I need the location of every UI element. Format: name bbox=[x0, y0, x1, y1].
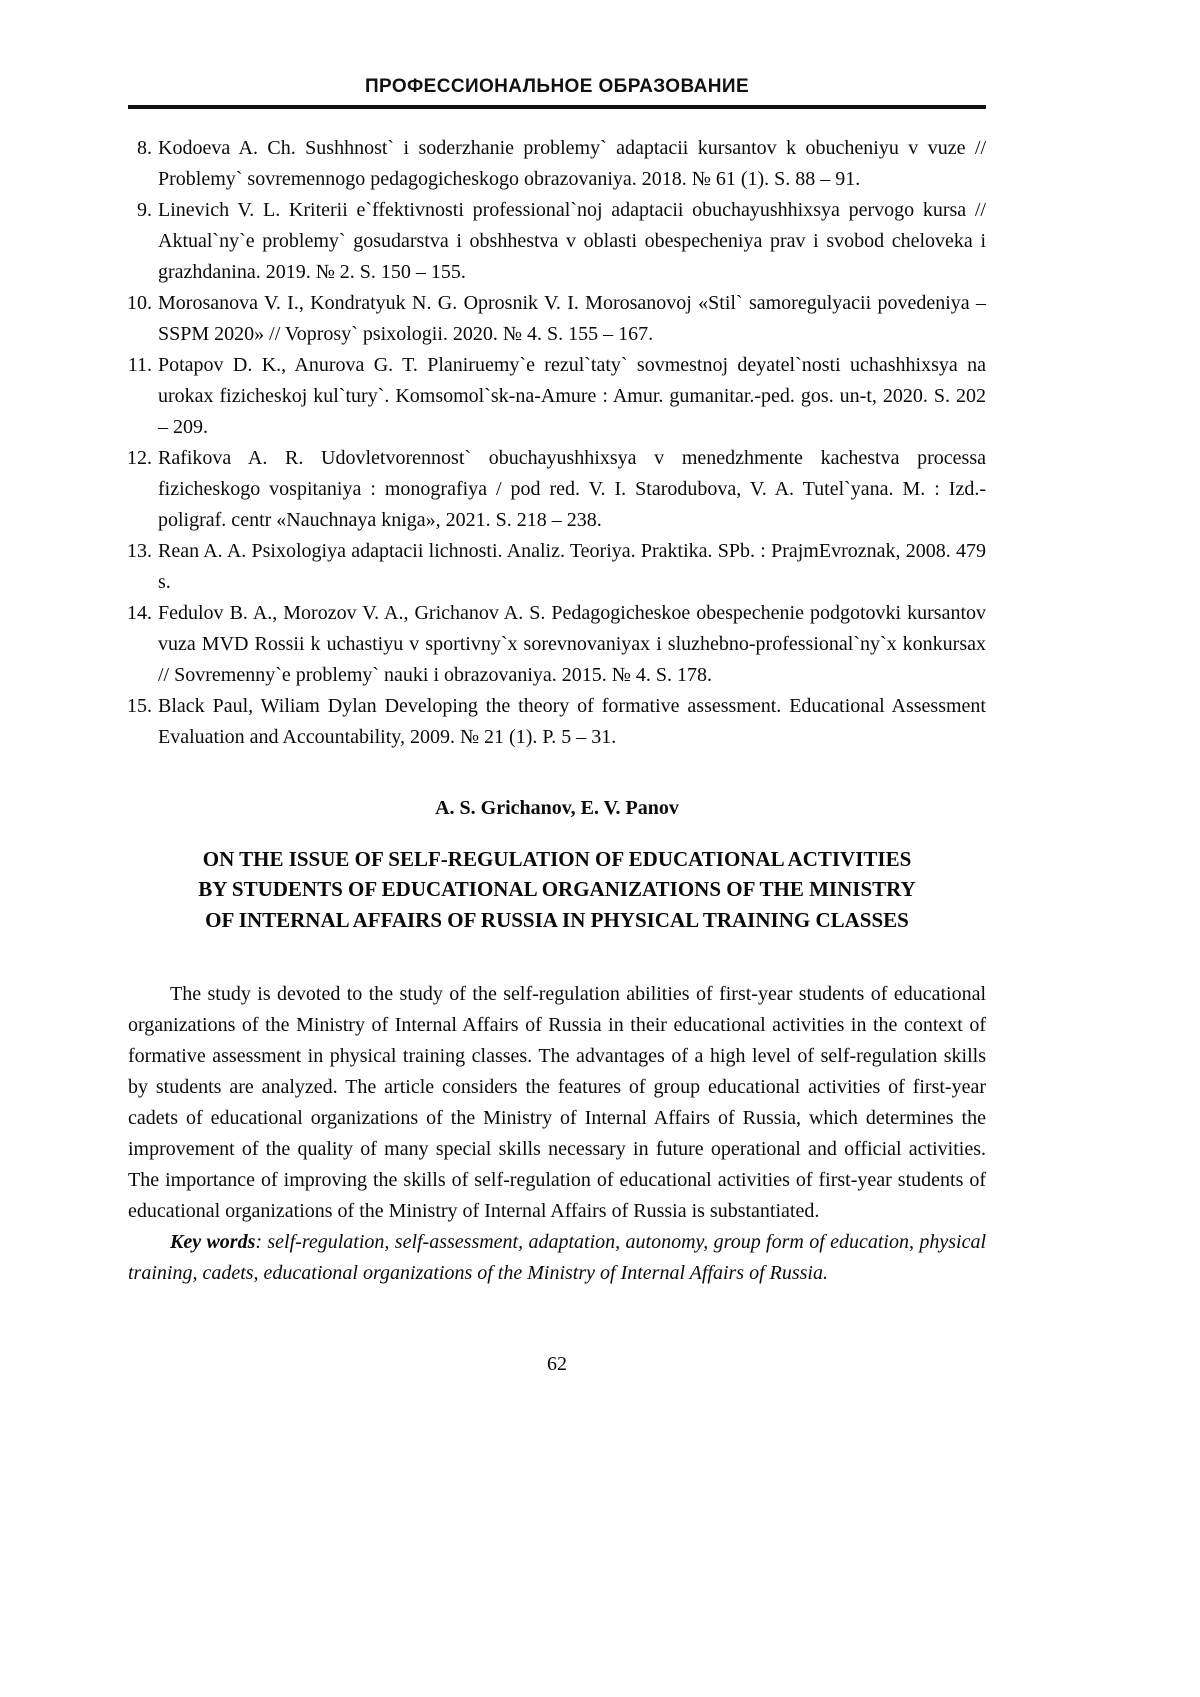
reference-item bbox=[128, 288, 986, 350]
header-double-rule bbox=[128, 105, 986, 109]
reference-item bbox=[128, 691, 986, 753]
reference-text: Fedulov B. A., Morozov V. A., Grichanov A. S. Pedagogicheskoe obespechenie podgotovki kursantov vuza MVD Rossii k uchastiyu v sportivny`x sorevnovaniyax i sluzhebno-professional`ny`x konkursax // Sovremenny`e problemy` nauki i obrazovaniya. 2015. № 4. S. 178. bbox=[158, 602, 986, 686]
reference-number: 8. bbox=[137, 137, 152, 159]
reference-number: 14. bbox=[127, 602, 152, 624]
abstract-paragraph: The study is devoted to the study of the self-regulation abilities of first-year students of educational organizations of the Ministry of Internal Affairs of Russia in their educational activities in the context of formative assessment in physical training classes. The advantages of a high level of self-regulation skills by students are analyzed. The article considers the features of group educational activities of first-year cadets of educational organizations of the Ministry of Internal Affairs of Russia, which determines the improvement of the quality of many special skills necessary in future operational and official activities. The importance of improving the skills of self-regulation of educational activities of first-year students of educational organizations of the Ministry of Internal Affairs of Russia is substantiated. bbox=[128, 983, 986, 1223]
reference-text: Rafikova A. R. Udovletvorennost` obuchayushhixsya v menedzhmente kachestva processa fizicheskogo vospitaniya : monografiya / pod red. V. I. Starodubova, V. A. Tutel`yana. M. : Izd.-poligraf. centr «Nauchnaya kniga», 2021. S. 218 – 238. bbox=[158, 447, 986, 531]
article-title-line: BY STUDENTS OF EDUCATIONAL ORGANIZATIONS OF THE MINISTRY bbox=[198, 877, 916, 902]
reference-item bbox=[128, 598, 986, 691]
reference-text: Potapov D. K., Anurova G. T. Planiruemy`e rezul`taty` sovmestnoj deyatel`nosti uchashhixsya na urokax fizicheskoj kul`tury`. Komsomol`sk-na-Amure : Amur. gumanitar.-ped. gos. un-t, 2020. S. 202 – 209. bbox=[158, 354, 986, 438]
reference-text: Rean A. A. Psixologiya adaptacii lichnosti. Analiz. Teoriya. Praktika. SPb. : PrajmEvroznak, 2008. 479 s. bbox=[158, 540, 986, 593]
reference-number: 9. bbox=[137, 199, 152, 221]
reference-number: 15. bbox=[127, 695, 152, 717]
article-title-line: ON THE ISSUE OF SELF-REGULATION OF EDUCATIONAL ACTIVITIES bbox=[202, 847, 912, 871]
journal-header bbox=[128, 76, 986, 109]
reference-item bbox=[128, 195, 986, 288]
keywords-text: : self-regulation, self-assessment, adaptation, autonomy, group form of education, physical training, cadets, educational organizations of the Ministry of Internal Affairs of Russia. bbox=[128, 1231, 987, 1285]
reference-number: 12. bbox=[127, 447, 152, 469]
reference-number: 13. bbox=[127, 540, 152, 562]
article-authors: A. S. Grichanov, E. V. Panov bbox=[435, 797, 679, 819]
page-number: 62 bbox=[547, 1353, 567, 1376]
reference-number: 11. bbox=[127, 354, 152, 376]
journal-title: ПРОФЕССИОНАЛЬНОЕ ОБРАЗОВАНИЕ bbox=[364, 76, 750, 97]
keywords-paragraph bbox=[128, 1227, 986, 1289]
article-title-line: OF INTERNAL AFFAIRS OF RUSSIA IN PHYSICAL TRAINING CLASSES bbox=[205, 907, 909, 932]
article-title bbox=[128, 844, 986, 935]
reference-text: Black Paul, Wiliam Dylan Developing the theory of formative assessment. Educational Assessment Evaluation and Accountability, 2009. № 21 (1). P. 5 – 31. bbox=[158, 695, 986, 748]
keywords-label: Key words bbox=[170, 1231, 256, 1254]
reference-text: Linevich V. L. Kriterii e`ffektivnosti professional`noj adaptacii obuchayushhixsya pervogo kursa // Aktual`ny`e problemy` gosudarstva i obshhestva v oblasti obespecheniya prav i svobod cheloveka i grazhdanina. 2019. № 2. S. 150 – 155. bbox=[158, 199, 986, 283]
reference-text: Kodoeva A. Ch. Sushhnost` i soderzhanie problemy` adaptacii kursantov k obucheniyu v vuze // Problemy` sovremennogo pedagogicheskogo obrazovaniya. 2018. № 61 (1). S. 88 – 91. bbox=[158, 137, 986, 190]
page-content bbox=[128, 0, 986, 1376]
reference-item bbox=[128, 133, 986, 195]
reference-list bbox=[128, 133, 986, 753]
reference-text: Morosanova V. I., Kondratyuk N. G. Oprosnik V. I. Morosanovoj «Stil` samoregulyacii povedeniya – SSPM 2020» // Voprosy` psixologii. 2020. № 4. S. 155 – 167. bbox=[158, 292, 986, 345]
reference-item bbox=[128, 536, 986, 598]
reference-item bbox=[128, 350, 986, 443]
reference-number: 10. bbox=[127, 292, 152, 314]
reference-item bbox=[128, 443, 986, 536]
